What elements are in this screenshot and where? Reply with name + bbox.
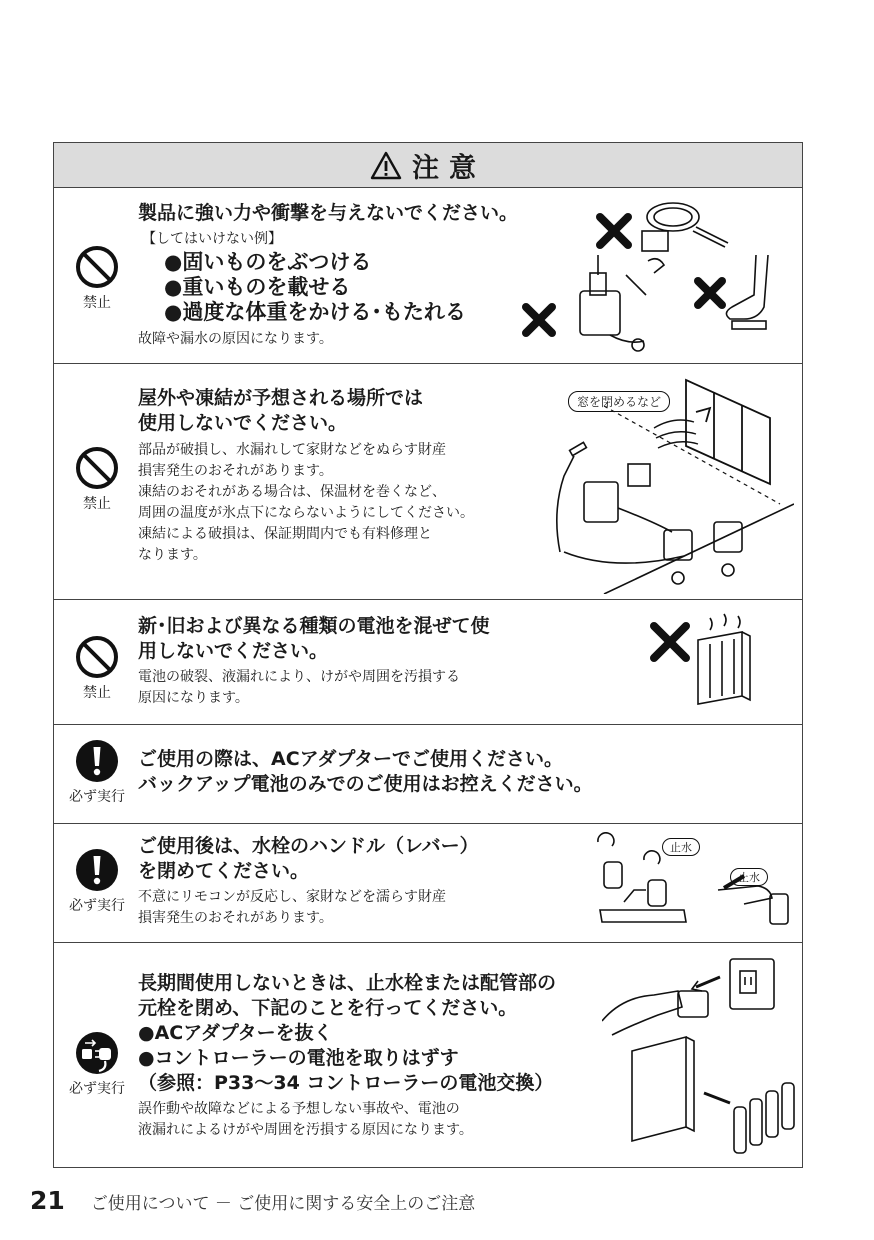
mandatory-icon-group xyxy=(62,848,132,915)
cross-mark-icon xyxy=(654,626,686,658)
body-line: 損害発生のおそれがあります。 xyxy=(138,463,333,479)
mandatory-label: 必ず実行 xyxy=(69,789,125,805)
section-text xyxy=(138,386,474,566)
bullet-item: ●過度な体重をかける･もたれる xyxy=(164,300,466,324)
body-line: 損害発生のおそれがあります。 xyxy=(138,910,333,926)
prohibited-label: 禁止 xyxy=(83,295,111,311)
faucet-icon xyxy=(604,504,794,594)
warning-triangle-icon xyxy=(370,151,402,180)
frying-pan-icon xyxy=(642,203,728,251)
mandatory-label: 必ず実行 xyxy=(69,1081,125,1097)
mandatory-icon xyxy=(75,739,119,783)
unplug-icon xyxy=(75,1031,119,1075)
body-line: 液漏れによるけがや周囲を汚損する原因になります。 xyxy=(138,1122,473,1138)
freeze-illustration xyxy=(544,372,794,594)
battery-compartment-icon xyxy=(632,1037,730,1141)
bullet-item: ●コントローラーの電池を取りはずす xyxy=(138,1047,459,1069)
headline: 製品に強い力や衝撃を与えないでください。 xyxy=(138,202,519,224)
prohibited-label: 禁止 xyxy=(83,496,111,512)
section-text xyxy=(138,747,593,797)
outlet-icon xyxy=(730,959,774,1009)
page-number: 21 xyxy=(30,1186,65,1215)
bullet-item: （参照：P33～34 コントローラーの電池交換） xyxy=(138,1072,554,1094)
headline-line: 用しないでください。 xyxy=(138,640,329,662)
battery-box-icon xyxy=(698,614,750,704)
headline-line: バックアップ電池のみでのご使用はお控えください。 xyxy=(138,773,593,795)
section-freeze xyxy=(54,364,802,600)
body-line: 電池の破裂、液漏れにより、けがや周囲を汚損する xyxy=(138,669,460,685)
body-line: 凍結による破損は、保証期間内でも有料修理と xyxy=(138,526,432,542)
section-long-term-nonuse xyxy=(54,943,802,1169)
mandatory-icon-group xyxy=(62,739,132,806)
section-impact xyxy=(54,187,802,364)
prohibited-icon-group xyxy=(62,245,132,312)
bullet-item: ●重いものを載せる xyxy=(164,275,351,299)
prohibited-icon xyxy=(75,446,119,490)
foot-icon xyxy=(726,255,768,329)
body-line: 不意にリモコンが反応し、家財などを濡らす財産 xyxy=(138,889,446,905)
footer-text: ご使用について － ご使用に関する安全上のご注意 xyxy=(90,1194,476,1214)
caution-header xyxy=(54,143,802,188)
section-ac-adapter xyxy=(54,725,802,824)
bullet-item: ●固いものをぶつける xyxy=(164,250,372,274)
window-icon xyxy=(686,380,770,484)
prohibited-icon xyxy=(75,245,119,289)
headline-line: 長期間使用しないときは、止水栓または配管部の xyxy=(138,972,557,994)
section-text xyxy=(138,834,479,929)
headline-line: を閉めてください。 xyxy=(138,860,310,882)
two-handle-faucet-icon xyxy=(598,833,686,922)
section-text xyxy=(138,201,518,350)
unplug-battery-illustration xyxy=(602,951,798,1163)
controller-icon xyxy=(557,442,684,563)
mandatory-label: 必ず実行 xyxy=(69,898,125,914)
headline-line: 使用しないでください。 xyxy=(138,412,348,434)
battery-icon xyxy=(734,1083,794,1153)
body-line: なります。 xyxy=(138,547,207,563)
headline-line: 屋外や凍結が予想される場所では xyxy=(138,387,424,409)
example-label: 【してはいけない例】 xyxy=(142,231,282,247)
caution-title: 注意 xyxy=(412,152,486,184)
battery-illustration xyxy=(646,610,766,714)
mandatory-icon xyxy=(75,848,119,892)
window-close-label: 窓を閉めるなど xyxy=(568,391,670,412)
page-footer xyxy=(30,1186,475,1215)
lever-faucet-icon xyxy=(718,876,788,924)
cross-mark-icon xyxy=(526,217,722,333)
hand-adapter-icon xyxy=(602,977,720,1035)
headline-line: 新･旧および異なる種類の電池を混ぜて使 xyxy=(138,615,490,637)
headline-line: 元栓を閉め、下記のことを行ってください。 xyxy=(138,997,518,1019)
faucet-handle-illustration xyxy=(594,832,794,936)
section-text xyxy=(138,971,556,1141)
body-line: 部品が破損し、水漏れして家財などをぬらす財産 xyxy=(138,442,446,458)
headline-line: ご使用の際は、ACアダプターでご使用ください。 xyxy=(138,748,563,770)
caution-box xyxy=(53,142,803,1168)
faucet-icon xyxy=(580,255,664,351)
prohibited-icon-group xyxy=(62,635,132,702)
body-line: 凍結のおそれがある場合は、保温材を巻くなど、 xyxy=(138,484,446,500)
body-line: 原因になります。 xyxy=(138,690,249,706)
body-line: 周囲の温度が氷点下にならないようにしてください。 xyxy=(138,505,474,521)
headline-line: ご使用後は、水栓のハンドル（レバー） xyxy=(138,835,479,857)
section-close-handle xyxy=(54,824,802,943)
impact-illustration xyxy=(518,195,798,361)
section-text xyxy=(138,614,490,709)
prohibited-icon-group xyxy=(62,446,132,513)
section-battery-mix xyxy=(54,600,802,725)
note: 故障や漏水の原因になります。 xyxy=(138,331,333,347)
stop-water-label: 止水 xyxy=(662,838,700,856)
stop-water-label: 止水 xyxy=(730,868,768,886)
unplug-icon-group xyxy=(62,1031,132,1098)
bullet-item: ●ACアダプターを抜く xyxy=(138,1022,333,1044)
prohibited-label: 禁止 xyxy=(83,685,111,701)
body-line: 誤作動や故障などによる予想しない事故や、電池の xyxy=(138,1101,460,1117)
prohibited-icon xyxy=(75,635,119,679)
cold-wind-icon xyxy=(604,406,780,504)
